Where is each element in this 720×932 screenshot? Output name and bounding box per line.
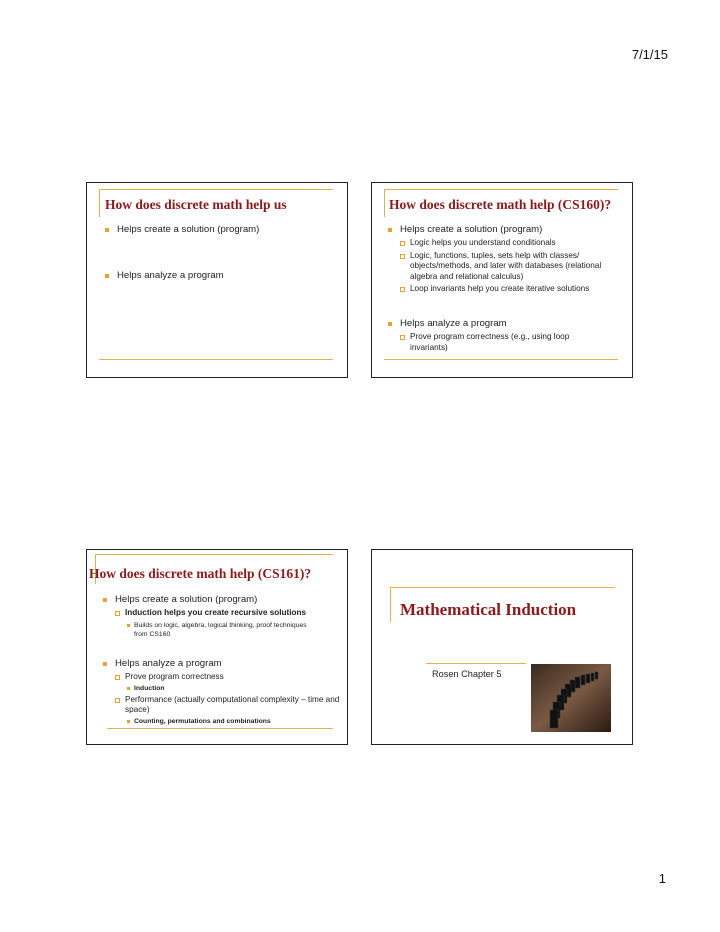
sub-sub-bullet-item: Induction — [101, 684, 341, 693]
slide-bottom-rule — [384, 359, 618, 360]
slide-title: How does discrete math help (CS160)? — [389, 197, 612, 212]
bullet-item: Helps create a solution (program) — [386, 224, 626, 236]
slide-title-rule — [95, 554, 333, 555]
bullet-item: Helps create a solution (program) — [101, 594, 341, 606]
slide-4 — [371, 549, 633, 745]
bullet-item: Helps analyze a program — [103, 270, 343, 282]
bullet-item: Helps analyze a program — [386, 318, 626, 330]
slide-bottom-rule — [426, 663, 526, 664]
slide-title: How does discrete math help us — [105, 197, 287, 212]
slide-3 — [86, 549, 348, 745]
sub-bullet-item: Induction helps you create recursive solutions — [101, 608, 341, 619]
slide-title-rule — [99, 189, 333, 190]
bullet-list — [103, 224, 343, 236]
dominoes-image — [531, 664, 611, 732]
bullet-list — [386, 318, 626, 353]
bullet-list — [101, 594, 341, 639]
sub-bullet-item: Prove program correctness — [101, 672, 341, 683]
slide-title: Mathematical Induction — [400, 600, 577, 619]
page-date: 7/1/15 — [631, 47, 668, 62]
slide-2 — [371, 182, 633, 378]
slide-title-rule — [390, 587, 615, 588]
bullet-list — [101, 658, 341, 726]
bullet-list — [386, 224, 626, 295]
slide-title-rule — [384, 189, 618, 190]
slide-bottom-rule — [107, 728, 333, 729]
slide-title-bracket — [99, 189, 100, 217]
slide-title-bracket — [384, 189, 385, 217]
page-number: 1 — [658, 871, 666, 886]
sub-bullet-item: Logic, functions, tuples, sets help with classes/ objects/methods, and later with databases (relational algebra and relational calculus) — [386, 251, 610, 283]
slide-1 — [86, 182, 348, 378]
bullet-list — [103, 270, 343, 282]
sub-bullet-item: Prove program correctness (e.g., using loop invariants) — [386, 332, 605, 353]
slide-subtitle: Rosen Chapter 5 — [432, 669, 502, 679]
sub-bullet-item: Performance (actually computational complexity – time and space) — [101, 695, 340, 716]
slide-title-bracket — [390, 587, 391, 622]
sub-bullet-item: Logic helps you understand conditionals — [386, 238, 626, 249]
slide-title: How does discrete math help (CS161)? — [89, 566, 312, 581]
bullet-item: Helps analyze a program — [101, 658, 341, 670]
sub-bullet-item: Loop invariants help you create iterative solutions — [386, 284, 626, 295]
sub-sub-bullet-item: Builds on logic, algebra, logical thinking, proof techniques from CS160 — [101, 621, 314, 639]
bullet-item: Helps create a solution (program) — [103, 224, 343, 236]
slide-bottom-rule — [99, 359, 333, 360]
sub-sub-bullet-item: Counting, permutations and combinations — [101, 717, 341, 726]
